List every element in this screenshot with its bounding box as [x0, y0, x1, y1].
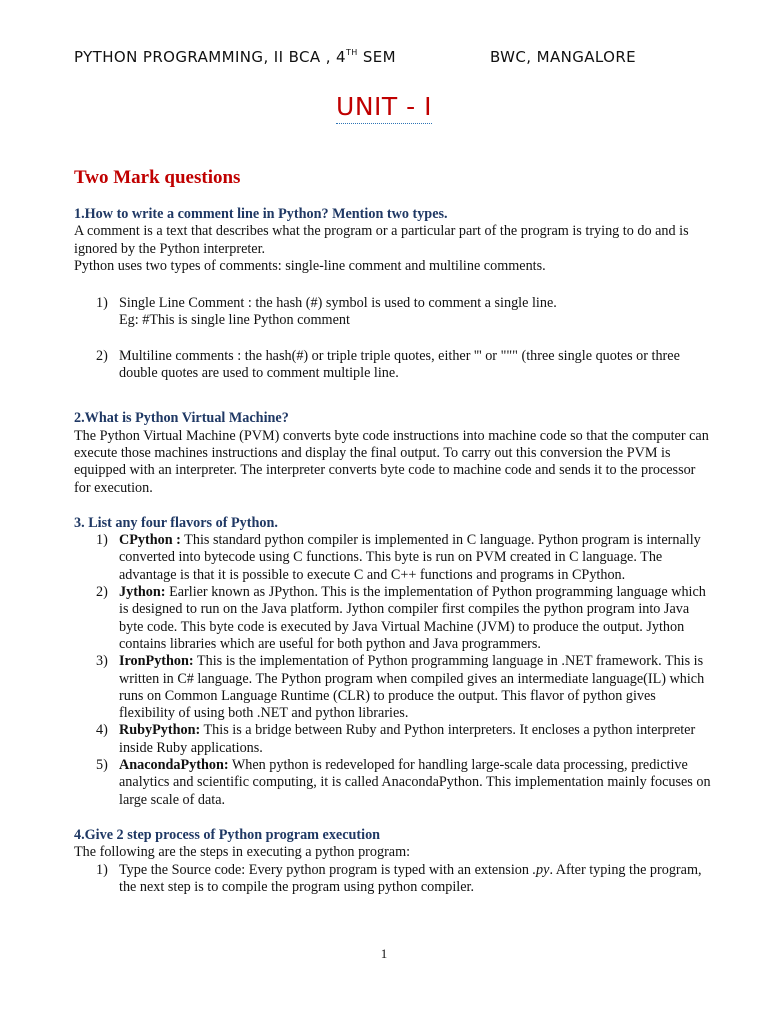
question-2-para: The Python Virtual Machine (PVM) converts byte code instructions into machine code so that the computer can execute those machines instructions and display the final output. To carry out this conversion the PVM is equipped with an interpreter. The interpreter converts byte code to machine code and sends it to the processor for execution.: [74, 427, 709, 496]
page-number: 1: [380, 946, 388, 961]
list-item: 2) Jython: Earlier known as JPython. This is the implementation of Python programming language which is designed to run on the Java platform. Jython compiler first compiles the python program into Java byte code. This byte code is executed by Java Virtual Machine (JVM) to produce the output. Jython contains libraries which are useful for both python and Java programmers.: [96, 584, 706, 652]
question-1-para-2: Python uses two types of comments: single-line comment and multiline comments.: [74, 257, 546, 274]
question-4-heading: 4.Give 2 step process of Python program execution: [74, 826, 381, 843]
list-item: 5) AnacondaPython: When python is redeveloped for handling large-scale data processing, predictive analytics and scientific computing, it is called AnacondaPython. This implementation mainly focuses on large scale of data.: [96, 757, 711, 808]
list-item: 1) CPython : This standard python compiler is implemented in C language. Python program is internally converted into bytecode using C functions. This byte is run on PVM created in C language. The advantage is that it is possible to execute C and C++ functions and programs in CPython.: [96, 532, 701, 583]
list-item: 1) Type the Source code: Every python program is typed with an extension .py. After typing the program, the next step is to compile the program using python compiler.: [96, 861, 702, 895]
execution-steps-list: [74, 862, 714, 897]
section-title: Two Mark questions: [74, 167, 241, 188]
list-item: 4) RubyPython: This is a bridge between Ruby and Python interpreters. It encloses a python interpreter inside Ruby applications.: [96, 722, 696, 756]
header-college: BWC, MANGALORE: [490, 48, 637, 66]
question-1-para-1: A comment is a text that describes what the program or a particular part of the program is trying to do and is ignored by the Python interpreter.: [74, 223, 689, 257]
comment-types-list: [74, 295, 714, 382]
question-3-heading: 3. List any four flavors of Python.: [74, 514, 278, 531]
page-header: [74, 48, 694, 70]
list-item: 2) Multiline comments : the hash(#) or triple triple quotes, either ''' or """ (three single quotes or three double quotes are used to comment multiple line.: [96, 347, 680, 382]
list-item: 1) Single Line Comment : the hash (#) symbol is used to comment a single line. Eg: #This is single line Python comment: [96, 295, 557, 329]
header-course: PYTHON PROGRAMMING, II BCA , 4TH SEM: [74, 48, 397, 66]
python-flavors-list: [74, 532, 714, 809]
list-item: 3) IronPython: This is the implementation of Python programming language in .NET framework. This is written in C# language. The Python program when compiled gives an intermediate language(IL) which runs on Common Language Runtime (CLR) to produce the output. This flavor of python gives flexibility of using both .NET and python libraries.: [96, 653, 705, 722]
document-body: [74, 166, 714, 896]
question-4-para: The following are the steps in executing a python program:: [74, 844, 411, 861]
question-1-heading: 1.How to write a comment line in Python? Mention two types.: [74, 206, 448, 222]
question-2-heading: 2.What is Python Virtual Machine?: [74, 410, 289, 427]
unit-title: UNIT - I: [0, 92, 768, 121]
